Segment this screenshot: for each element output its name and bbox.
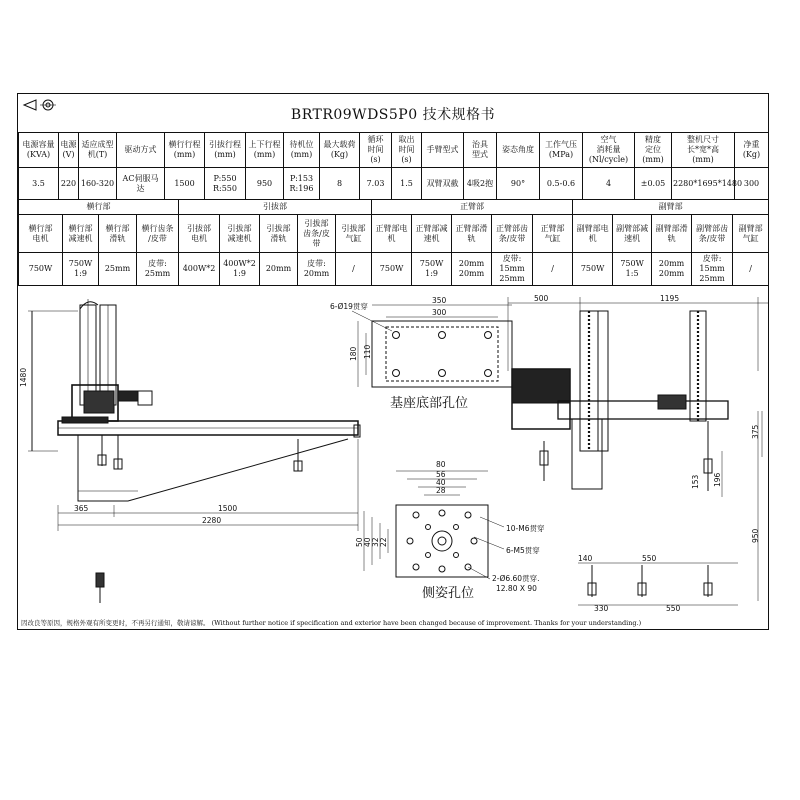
dim-side-bottom1: 140: [578, 554, 593, 563]
spec-header-cell: 净重 (Kg): [735, 133, 769, 168]
parts-header-cell: 横行部 减速机: [63, 215, 99, 253]
parts-value-cell: 皮带: 25mm: [137, 253, 179, 286]
group-draw: 引拔部: [179, 200, 372, 215]
spec-header-cell: 待机位 (mm): [284, 133, 320, 168]
spec-header-cell: 治具 型式: [464, 133, 497, 168]
spec-value-cell: ±0.05: [635, 168, 672, 200]
spec-table-parts: [18, 199, 769, 286]
parts-value-cell: 25mm: [99, 253, 137, 286]
spec-header-cell: 最大载荷 (Kg): [320, 133, 360, 168]
parts-header-cell: 副臂部电 机: [573, 215, 613, 253]
parts-header-cell: 引拔部 滑轨: [260, 215, 298, 253]
footer-note: 因改良等原因，规格外观有所变更时，不再另行通知，敬请谅解。 (Without further notice if specification and exterior have been changed because of improvement. Thanks for your understanding.): [21, 619, 642, 627]
parts-header-row: [19, 215, 769, 253]
spec-value-cell: 7.03: [360, 168, 392, 200]
spec-header-cell: 手臂型式: [422, 133, 464, 168]
spec-header-cell: 电源容量 (KVA): [19, 133, 59, 168]
dim-front-left: 365: [74, 504, 89, 513]
parts-value-cell: 750W 1:5: [613, 253, 652, 286]
parts-header-cell: 副臂部齿 条/皮带: [692, 215, 733, 253]
pose-hole-view: [364, 471, 504, 579]
spec-table-main: [18, 132, 769, 200]
dim-side-small2: 153: [691, 474, 700, 489]
dim-base-holes: 6-Ø19贯穿: [330, 302, 368, 311]
dim-pose-holes2: 6-M5贯穿: [506, 546, 540, 555]
spec-value-cell: 4吸2抱: [464, 168, 497, 200]
dim-pose-w1: 80: [436, 460, 446, 469]
side-view-drawing: [508, 297, 768, 605]
parts-header-cell: 副臂部减 速机: [613, 215, 652, 253]
parts-value-cell: 20mm 20mm: [452, 253, 492, 286]
technical-drawing: [18, 291, 768, 617]
dim-pose-holes4: 12.80 X 90: [496, 584, 537, 593]
spec-header-cell: 电源 (V): [59, 133, 79, 168]
dim-pose-w2: 56: [436, 470, 446, 479]
dim-side-bottom4: 550: [666, 604, 681, 613]
parts-value-cell: 750W 1:9: [412, 253, 452, 286]
spec-value-cell: 8: [320, 168, 360, 200]
parts-value-cell: 400W*2 1:9: [220, 253, 260, 286]
spec-header-cell: 驱动方式: [117, 133, 165, 168]
spec-value-cell: P:550 R:550: [205, 168, 246, 200]
parts-value-cell: 400W*2: [179, 253, 220, 286]
parts-header-cell: 正臂部电 机: [372, 215, 412, 253]
dim-front-total: 2280: [202, 516, 222, 525]
dim-pose-w4: 28: [436, 486, 446, 495]
base-hole-label: 基座底部孔位: [390, 396, 469, 411]
spec-value-cell: 300: [735, 168, 769, 200]
title-row: [18, 94, 768, 132]
parts-header-cell: 正臂部 气缸: [533, 215, 573, 253]
dim-pose-holes3: 2-Ø6.60贯穿.: [492, 574, 540, 583]
parts-header-cell: 引拔部 电机: [179, 215, 220, 253]
dim-side-right2: 950: [751, 528, 760, 543]
dim-front-stroke: 1500: [218, 504, 238, 513]
parts-header-cell: 正臂部滑 轨: [452, 215, 492, 253]
parts-value-cell: 750W: [372, 253, 412, 286]
spec-value-cell: 3.5: [19, 168, 59, 200]
parts-header-cell: 正臂部减 速机: [412, 215, 452, 253]
dim-side-bottom3: 330: [594, 604, 609, 613]
spec-value-cell: 220: [59, 168, 79, 200]
base-hole-view: [352, 305, 512, 387]
spec-value-cell: 90°: [497, 168, 540, 200]
spec-value-cell: AC伺服马 达: [117, 168, 165, 200]
spec-header-cell: 适应成型 机(T): [79, 133, 117, 168]
spec-value-cell: 950: [246, 168, 284, 200]
spec-value-cell: 双臂双截: [422, 168, 464, 200]
group-main-arm: 正臂部: [372, 200, 573, 215]
parts-value-cell: 750W 1:9: [63, 253, 99, 286]
spec-header-cell: 横行行程 (mm): [165, 133, 205, 168]
spec-header-cell: 上下行程 (mm): [246, 133, 284, 168]
group-sub-arm: 副臂部: [573, 200, 769, 215]
parts-header-cell: 引拔部 齿条/皮 带: [298, 215, 336, 253]
spec-value-cell: 1.5: [392, 168, 422, 200]
dim-front-height: 1480: [19, 367, 28, 387]
parts-value-row: [19, 253, 769, 286]
dim-side-right1: 375: [751, 424, 760, 439]
parts-header-cell: 引拔部 减速机: [220, 215, 260, 253]
spec-header-cell: 精度 定位 (mm): [635, 133, 672, 168]
parts-value-cell: 750W: [573, 253, 613, 286]
spec-value-cell: 4: [583, 168, 635, 200]
dim-side-small1: 196: [713, 472, 722, 487]
document-title: BRTR09WDS5P0 技术规格书: [290, 107, 496, 123]
group-traverse: 横行部: [19, 200, 179, 215]
dim-side-bottom2: 550: [642, 554, 657, 563]
parts-header-cell: 横行部 电机: [19, 215, 63, 253]
dim-pose-h1: 50: [355, 537, 364, 547]
spec-header-cell: 取出 时间 (s): [392, 133, 422, 168]
dim-pose-holes1: 10-M6贯穿: [506, 524, 545, 533]
parts-value-cell: 20mm: [260, 253, 298, 286]
spec-header-cell: 工作气压 (MPa): [540, 133, 583, 168]
dim-side-span: 1195: [660, 294, 680, 303]
parts-value-cell: /: [533, 253, 573, 286]
dim-pose-w3: 40: [436, 478, 446, 487]
spec-value-cell: P:153 R:196: [284, 168, 320, 200]
spec-value-cell: 160-320: [79, 168, 117, 200]
spec-header-row: [19, 133, 769, 168]
spec-header-cell: 姿态角度: [497, 133, 540, 168]
parts-header-cell: 引拔部 气缸: [336, 215, 372, 253]
spec-value-cell: 0.5-0.6: [540, 168, 583, 200]
dim-side-top: 500: [534, 294, 549, 303]
dim-pose-h2: 40: [363, 537, 372, 547]
front-view-drawing: [28, 299, 360, 603]
spec-header-cell: 循环 时间 (s): [360, 133, 392, 168]
parts-header-cell: 横行齿条 /皮带: [137, 215, 179, 253]
parts-value-cell: 20mm 20mm: [652, 253, 692, 286]
parts-value-cell: 皮带: 20mm: [298, 253, 336, 286]
spec-header-cell: 整机尺寸 长*宽*高 (mm): [672, 133, 735, 168]
dim-base-h-inner: 110: [363, 344, 372, 359]
spec-value-row: [19, 168, 769, 200]
dim-pose-h4: 22: [379, 537, 388, 547]
parts-group-row: [19, 200, 769, 215]
spec-value-cell: 1500: [165, 168, 205, 200]
parts-value-cell: 皮带: 15mm 25mm: [692, 253, 733, 286]
parts-value-cell: /: [336, 253, 372, 286]
parts-value-cell: /: [733, 253, 769, 286]
spec-value-cell: 2280*1695*1480: [672, 168, 735, 200]
dim-base-inner: 300: [432, 308, 447, 317]
parts-header-cell: 副臂部 气缸: [733, 215, 769, 253]
spec-sheet: [17, 93, 769, 630]
parts-header-cell: 副臂部滑 轨: [652, 215, 692, 253]
dim-base-outer: 350: [432, 296, 447, 305]
dim-base-h-outer: 180: [349, 346, 358, 361]
parts-value-cell: 皮带: 15mm 25mm: [492, 253, 533, 286]
spec-header-cell: 空气 消耗量 (Nl/cycle): [583, 133, 635, 168]
dim-pose-h3: 32: [371, 537, 380, 547]
spec-header-cell: 引拔行程 (mm): [205, 133, 246, 168]
parts-value-cell: 750W: [19, 253, 63, 286]
side-pose-label: 侧姿孔位: [422, 586, 475, 601]
parts-header-cell: 正臂部齿 条/皮带: [492, 215, 533, 253]
parts-header-cell: 横行部 滑轨: [99, 215, 137, 253]
